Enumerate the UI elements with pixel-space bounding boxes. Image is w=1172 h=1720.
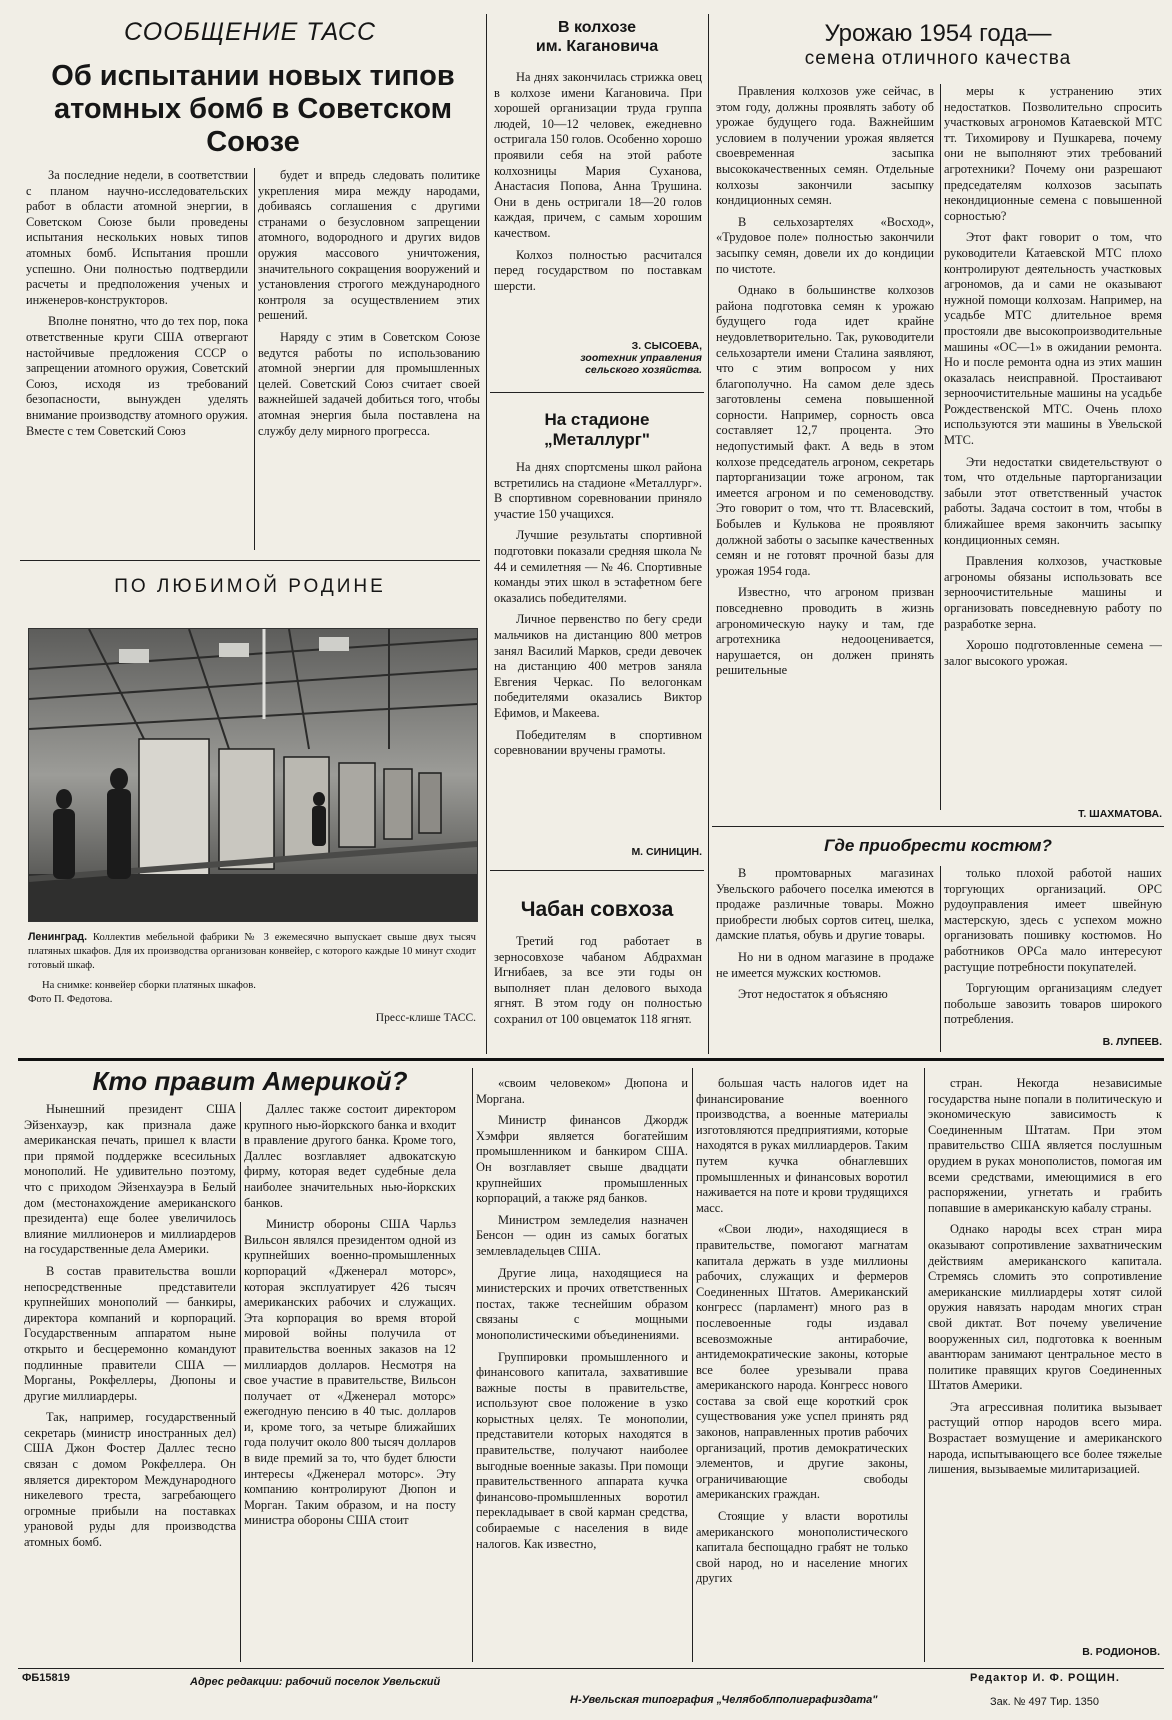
- harvest-column-2: [944, 84, 1162, 810]
- paragraph: Так, например, государственный секретарь (министр иностранных дел) США Джон Фостер Даллес тесно связан с домом Рокфеллера. Он является директором Международного никелевого треста, загребающего огромные прибыли на поставках урановой руды для производства атомных бомб.: [24, 1410, 236, 1550]
- tass-headline: [28, 60, 478, 159]
- footer-order: Зак. № 497 Тир. 1350: [990, 1696, 1100, 1708]
- costume-headline: Где приобрести костюм?: [824, 836, 1052, 855]
- paragraph: Правления колхозов, участковые агрономы обязаны использовать все зерноочистительные машины и организовать повседневную работу по разработке зерна.: [944, 554, 1162, 631]
- harvest-headline-line1: Урожаю 1954 года—: [824, 20, 1052, 47]
- kaganovich-headline: [492, 18, 702, 56]
- paragraph: Хорошо подготовленные семена — залог высокого урожая.: [944, 638, 1162, 668]
- paragraph: будет и впредь следовать политике укрепления мира между народами, добиваясь соглашения с другими странами о безусловном запрещении атомного, водородного и других видов оружия массового уничтожения, значительного сокращения вооружений и установления строгого международного контроля за осуществлением этих решений.: [258, 168, 480, 323]
- tass-column-2: [258, 168, 480, 550]
- paragraph: меры к устранению этих недостатков. Позволительно спросить участковых агрономов Катаевской МТС тт. Тихомирову и Пушкарева, почему они не выполняют этих требований агротехники? Почему они разрешают председателям колхозов засыпать некондиционные семена с повышенной сорностью?: [944, 84, 1162, 223]
- rodina-caption: [28, 930, 476, 1025]
- harvest-headline: [712, 20, 1164, 70]
- stadium-headline-line2: „Металлург": [544, 430, 650, 449]
- harvest-signature: Т. ШАХМАТОВА.: [1078, 808, 1162, 820]
- america-rule-3: [692, 1068, 693, 1662]
- paragraph: Этот недостаток я объясняю: [738, 987, 888, 1002]
- kaganovich-sig-role1: зоотехник управления: [580, 352, 702, 364]
- paragraph: Колхоз полностью расчитался перед государством по поставкам шерсти.: [494, 247, 702, 293]
- caption-city: Ленинград.: [28, 931, 88, 943]
- paragraph: На днях спортсмены школ района встретились на стадионе «Металлург». В спортивном соревновании приняло участие 150 учащихся.: [494, 460, 702, 521]
- stadium-headline: [492, 410, 702, 450]
- america-signature: В. РОДИОНОВ.: [1082, 1646, 1160, 1658]
- paragraph: «Свои люди», находящиеся в правительстве, помогают магнатам капитала держать в узде миллионы рабочих, служащих и фермеров Соединенных Штатов. Американский конгресс (парламент) много раз в послевоенные годы издавал всевозможные антирабочие, антидемократические законы, которые все более урезывали права американского народа. Конгресс нового состава за свой еще короткий срок существования уже успел принять ряд законов, направленных против рабочих организаций, против демократических элементов, и другие законы, ограничивающие свободы американских граждан.: [696, 1222, 908, 1502]
- conveyor-photo-image: [29, 629, 477, 921]
- footer-code: ФБ15819: [22, 1672, 70, 1684]
- paragraph: Нынешний президент США Эйзенхауэр, как признала даже американская печать, пришел к власти при прямой поддержке всесильных монополий. Не удивительно поэтому, что с приходом Эйзенхауэра в Белый дом (местонахождение американского президента) еще более увеличилось влияние миллионеров и миллиардеров на государственные дела Америки.: [24, 1102, 236, 1257]
- tass-bottom-rule: [20, 560, 480, 561]
- costume-signature: В. ЛУПЕЕВ.: [1102, 1036, 1162, 1048]
- paragraph: Но ни в одном магазине в продаже не имеется мужских костюмов.: [716, 949, 934, 980]
- paragraph: Торгующим организациям следует побольше завозить товаров широкого потребления.: [944, 981, 1162, 1027]
- paragraph: Эта агрессивная политика вызывает растущий отпор народов всего мира. Возрастает возмущение и американского народа, испытывающего все более тяжелые лишения, вызываемые милитаризацией.: [928, 1399, 1162, 1477]
- kaganovich-headline-line1: В колхозе: [557, 19, 637, 36]
- paragraph: Победителям в спортивном соревновании вручены грамоты.: [494, 727, 702, 758]
- tass-headline-line3: Союзе: [206, 126, 300, 158]
- america-rule-4: [924, 1068, 925, 1662]
- stadium-rule: [490, 870, 704, 871]
- paragraph: большая часть налогов идет на финансирование военного производства, а военные материалы изготовляются предприятиями, которые находятся в руках миллиардеров. Таким путем кучка обнаглевших промышленных и финансовых воротил наживается на поте и крови трудящихся масс.: [696, 1076, 908, 1215]
- footer-address: Адрес редакции: рабочий поселок Увельский: [190, 1676, 441, 1688]
- kaganovich-sig-name: З. СЫСОЕВА,: [631, 340, 702, 352]
- costume-column-rule: [940, 866, 941, 1052]
- paragraph: За последние недели, в соответствии с планом научно-исследовательских работ в области атомной энергии, в Советском Союзе были проведены испытания нескольких новых типов атомных бомб. Испытания прошли успешно. Они полностью подтвердили расчеты и предположения ученых и инженеров-конструкторов.: [26, 168, 248, 307]
- america-column-3: [476, 1076, 688, 1664]
- stadium-body: [494, 460, 702, 844]
- harvest-rule: [712, 826, 1164, 827]
- footer-rule: [18, 1668, 1164, 1669]
- column-rule-b: [708, 14, 709, 1054]
- paragraph: Стоящие у власти воротилы американского монополистического капитала беспощадно грабят не только свой народ, но и население многих других: [696, 1509, 908, 1586]
- chaban-body: [494, 934, 702, 1054]
- paragraph: Правления колхозов уже сейчас, в этом году, должны проявлять заботу об урожае будущего года. Важнейшим условием в получении урожая является своевременная засыпка высококачественных семян. Отдельные колхозы закончили засыпку кондиционных семян.: [716, 84, 934, 208]
- photo-credit: Фото П. Федотова.: [28, 994, 113, 1005]
- paragraph: Министр обороны США Чарльз Вильсон являлся президентом одной из крупнейших военно-промышленных корпораций «Дженерал моторс», которая эксплуатирует 426 тысяч американских рабочих и служащих. Эта корпорация во время второй мировой войны получила от правительства военных заказов на 12 миллиардов долларов. Несмотря на свое участие в правительстве, Вильсон получает от «Дженерал моторс» ежегодную пенсию в 40 тыс. долларов и, кроме того, за четыре ближайших года получит около 800 тысяч долларов в виде премий за то, что будет блюсти интересы «Дженерал моторс». Эту компанию контролируют Дюпон и Морган. Таким образом, и на посту министра обороны США стоит: [244, 1217, 456, 1528]
- stadium-signature: М. СИНИЦИН.: [631, 846, 702, 858]
- america-column-5: [928, 1076, 1162, 1644]
- paragraph: «своим человеком» Дюпона и Моргана.: [476, 1076, 688, 1106]
- paragraph: Вполне понятно, что до тех пор, пока ответственные круги США отвергают настойчивые предложения СССР о запрещении атомного оружия, Советский Союз, исходя из требований безопасности, вынужден уделять внимание производству атомного оружия. Вместе с тем Советский Союз: [26, 314, 248, 438]
- america-rule-2: [472, 1068, 473, 1662]
- footer-editor: Редактор И. Ф. РОЩИН.: [970, 1672, 1120, 1684]
- kaganovich-sig-role2: сельского хозяйства.: [585, 364, 702, 376]
- kaganovich-headline-line2: им. Кагановича: [535, 38, 659, 55]
- america-headline: Кто правит Америкой?: [92, 1066, 408, 1096]
- kaganovich-body: [494, 70, 702, 340]
- paragraph: Однако в большинстве колхозов района подготовка семян к урожаю будущего года идет крайне неудовлетворительно. Так, руководители сельхозартели имени Сталина заявляют, что с этим вопросом у них благополучно. На самом деле здесь заготовлены семена повышенной сорности. Например, сорность овса составляет 12,7 процента. Это недопустимый факт. А ведь в этом колхозе председатель агроном, секретарь парторганизации тоже агроном, так имеется агроном и по семеноводству. Это говорит о том, что тт. Власевский, Бобылев и Кулькова не проявляют должной заботы о засыпке качественных семян и не готовят прочной базы для урожая 1954 года.: [716, 283, 934, 578]
- paragraph: Однако народы всех стран мира оказывают сопротивление захватническим действиям американского капитала. Стремясь сломить это сопротивление американские миллиардеры хотят силой оружия навязать народам многих стран свой диктат. Вот почему увеличение вооруженных сил, подготовка к военным авантюрам занимают центральное место в политике правящих кругов Соединенных Штатов Америки.: [928, 1222, 1162, 1393]
- harvest-column-rule: [940, 84, 941, 810]
- paragraph: Известно, что агроном призван повседневно проводить в жизнь агрономическую науку и там, где агротехника недооценивается, нарушается, он должен принять решительные: [716, 585, 934, 678]
- kaganovich-signature: [494, 340, 702, 376]
- tass-headline-line2: атомных бомб в Советском: [53, 93, 453, 125]
- rodina-heading: ПО ЛЮБИМОЙ РОДИНЕ: [114, 576, 386, 597]
- harvest-headline-line2: семена отличного качества: [804, 48, 1072, 69]
- costume-column-1: [716, 866, 934, 1054]
- paragraph: Группировки промышленного и финансового капитала, захватившие важные посты в правительстве, используют свое положение в узко корыстных целях. Те монополии, представители которых находятся в правительстве, получают наиболее выгодные военные заказы. При помощи правительственного аппарата кучка финансово-промышленных воротил перекладывает в свой карман средства, собираемые с населения в виде налогов. Как известно,: [476, 1349, 688, 1551]
- tass-column-rule: [254, 168, 255, 550]
- america-column-2: [244, 1102, 456, 1664]
- paragraph: Министром земледелия назначен Бенсон — один из самых богатых землевладельцев США.: [476, 1212, 688, 1258]
- paragraph: Министр финансов Джордж Хэмфри является богатейшим промышленником и банкиром США. Он возглавляет свыше двадцати крупнейших промышленных корпораций, а также ряд банков.: [476, 1113, 688, 1206]
- paragraph: На днях закончилась стрижка овец в колхозе имени Кагановича. При хорошей организации труда группа людей, 10—12 человек, ежедневно остригала 150 голов. Особенно хорошо проявили себя на этой работе колхозницы Мария Суханова, Анастасия Попова, Анна Трушина. Они в день остригали 18—20 голов каждая, причем, с самым хорошим качеством.: [494, 70, 702, 240]
- page-divider: [18, 1058, 1164, 1061]
- paragraph: В состав правительства вошли непосредственные представители крупнейших монополий — банкиры, директора компаний и корпораций. Государственным аппаратом ныне открыто и бесцеремонно командуют подлинные правители США — Морганы, Рокфеллеры, Дюпоны и другие миллиардеры.: [24, 1263, 236, 1403]
- harvest-column-1: [716, 84, 934, 810]
- paragraph: стран. Некогда независимые государства ныне попали в политическую и экономическую зависимость к Соединенным Штатам. При этом правительство США является послушным орудием в руках монополистов, помогая им всеми средствами, имеющимися в его распоряжении, угнетать и грабить попавшие в американскую кабалу страны.: [928, 1076, 1162, 1215]
- stadium-headline-line1: На стадионе: [544, 410, 650, 429]
- paragraph: Третий год работает в зерносовхозе чабаном Абдрахман Игнибаев, за все эти годы он выполняет план делового выхода ягнят. В этом году он полностью сохранил от 100 овцематок 118 ягнят.: [494, 934, 702, 1026]
- footer-printer: Н-Увельская типография „Челябоблполиграфиздата": [570, 1694, 878, 1706]
- paragraph: Личное первенство по бегу среди мальчиков на дистанцию 800 метров занял Василий Марков, среди девочек на дистанцию 400 метров заняла Евгения Черкас. По велогонкам победителями оказались Виктор Ефимов, и Макеева.: [494, 612, 702, 720]
- chaban-headline: Чабан совхоза: [520, 898, 674, 921]
- paragraph: Лучшие результаты спортивной подготовки показали средняя школа № 44 и семилетняя — № 46. Спортивные команды этих школ в эстафетном беге оказались победителями.: [494, 528, 702, 605]
- paragraph: Другие лица, находящиеся на министерских и прочих ответственных постах, также теснейшим образом связаны с мощными монополистическими объединениями.: [476, 1265, 688, 1342]
- photo-agency: Пресс-клише ТАСС.: [375, 1012, 476, 1024]
- america-column-1: [24, 1102, 236, 1664]
- tass-headline-line1: Об испытании новых типов: [51, 60, 455, 92]
- paragraph: Наряду с этим в Советском Союзе ведутся работы по использованию атомной энергии для промышленных целей. Советский Союз считает своей важнейшей задачей добиться того, чтобы атомная энергия была поставлена на службу делу мирного прогресса.: [258, 329, 480, 438]
- photo-note: На снимке: конвейер сборки платяных шкафов.: [42, 980, 256, 991]
- furniture-conveyor-photo: [28, 628, 478, 922]
- america-rule-1: [240, 1102, 241, 1662]
- paragraph: только плохой работой наших торгующих организаций. ОРС рудоуправления имеет швейную мастерскую, здесь с успехом можно организовать пошивку костюмов. Но работников ОРСа мало интересуют растущие потребности покупателей.: [944, 866, 1162, 974]
- kaganovich-rule: [490, 392, 704, 393]
- paragraph: Эти недостатки свидетельствуют о том, что отдельные парторганизации забыли этот ответственный участок работы. Задача состоит в том, чтобы в ближайшее время закончить засыпку кондиционных семян.: [944, 454, 1162, 547]
- paragraph: В сельхозартелях «Восход», «Трудовое поле» полностью закончили засыпку семян, довели их до кондиции по чистоте.: [716, 214, 934, 276]
- column-rule-a: [486, 14, 487, 1054]
- caption-text: Коллектив мебельной фабрики № 3 ежемесячно выпускает свыше двух тысяч платяных шкафов. Для их производства организован конвейер, с которого каждые 10 минут сходит готовый шкаф.: [28, 932, 476, 971]
- paragraph: Этот факт говорит о том, что руководители Катаевской МТС плохо контролируют деятельность участковых агрономов, да и сами не оказывают нужной помощи колхозам. Например, на усадьбе МТС длительное время простояли две высокопроизводительные машины «ОС—1» в ожидании ремонта. Но и после ремонта одна из этих машин оказалась неисправной. Простаивают зерноочистительные машины на усадьбе Рождественской МТС. Очень плохо используются эти машины в Увельской МТС.: [944, 230, 1162, 448]
- tass-kicker: СООБЩЕНИЕ ТАСС: [123, 18, 377, 46]
- tass-column-1: [26, 168, 248, 550]
- paragraph: В промтоварных магазинах Увельского рабочего поселка имеются в продаже различные товары. Можно приобрести любых сортов ситец, шелка, дамские платья, обувь и другие товары.: [716, 866, 934, 943]
- costume-column-2: [944, 866, 1162, 1036]
- paragraph: Даллес также состоит директором крупного нью-йоркского банка и входит в правление другого банка. Кроме того, Даллес возглавляет адвокатскую фирму, которая ведет судебные дела наиболее значительных нью-йоркских банков.: [244, 1102, 456, 1210]
- america-column-4: [696, 1076, 908, 1664]
